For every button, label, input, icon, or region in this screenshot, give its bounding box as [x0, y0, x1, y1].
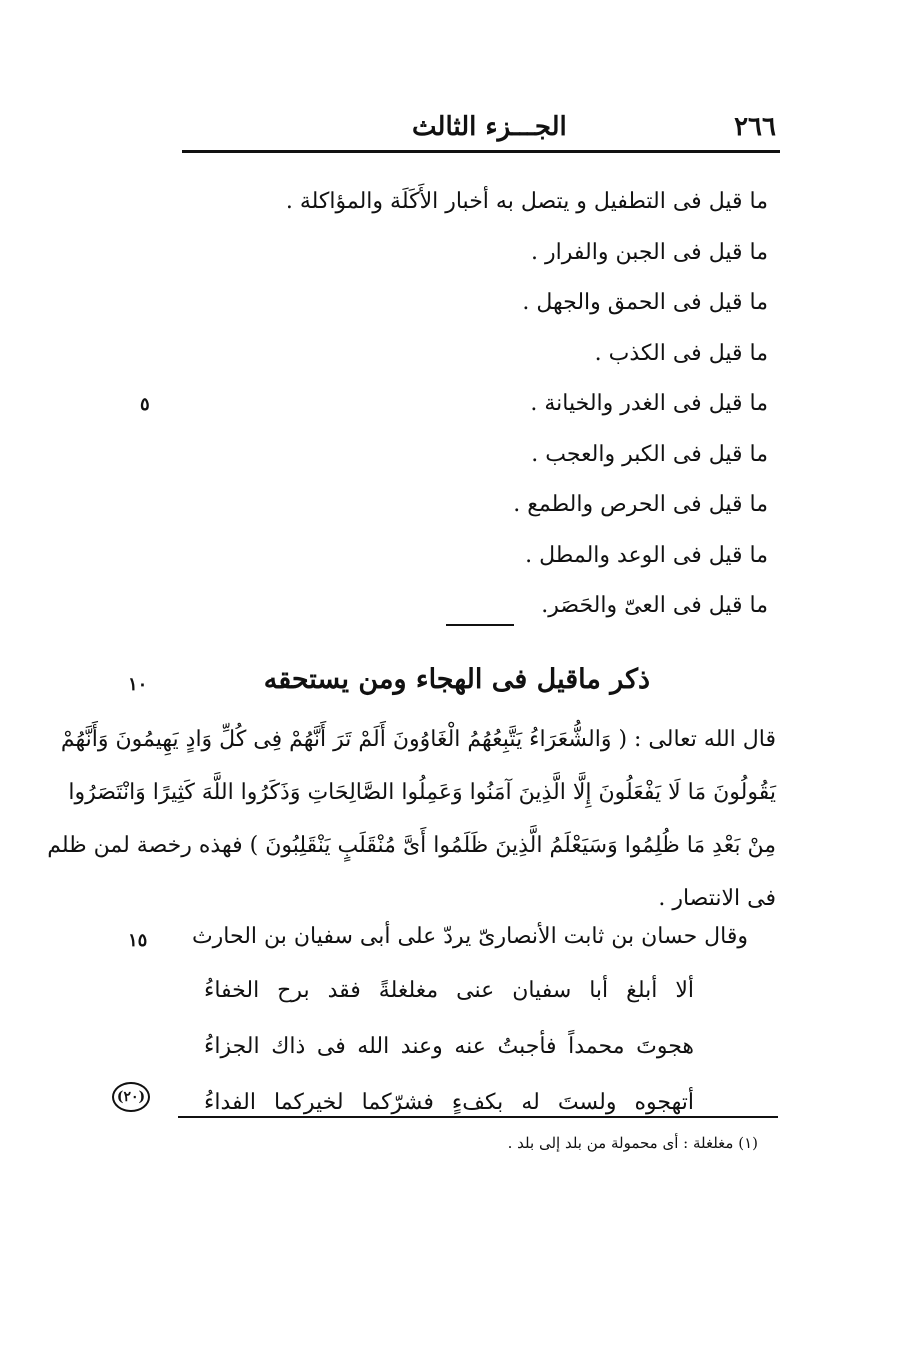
- section-divider: [446, 624, 514, 626]
- section-heading: ذكر ماقيل فى الهجاء ومن يستحقه: [263, 664, 650, 695]
- footnote: (١) مغلغلة : أى محمولة من بلد إلى بلد .: [507, 1134, 758, 1152]
- line-number-5: ٥: [140, 394, 150, 415]
- verse-line: أتهجوه ولستَ له بكفءٍ فشرّكما لخيركما الفداءُ: [204, 1090, 694, 1115]
- topic-item: ما قيل فى الكبر والعجب .: [531, 441, 768, 467]
- paragraph-line: فى الانتصار .: [658, 886, 776, 911]
- page-number: ٢٦٦: [734, 112, 776, 142]
- topic-item: ما قيل فى التطفيل و يتصل به أخبار الأَكَلَة والمؤاكلة .: [285, 189, 768, 214]
- topic-item: ما قيل فى الحرص والطمع .: [513, 492, 768, 517]
- paragraph-line: قال الله تعالى : ( وَالشُّعَرَاءُ يَتَّبِعُهُمُ الْغَاوُونَ أَلَمْ تَرَ أَنَّهُمْ فِى كُلِّ وَادٍ يَهِيمُونَ وَأَنَّهُمْ: [60, 727, 776, 752]
- verse-line: هجوتَ محمداً فأجبتُ عنه وعند الله فى ذاك الجزاءُ: [204, 1034, 694, 1059]
- poem-intro: وقال حسان بن ثابت الأنصارىّ يردّ على أبى سفيان بن الحارث: [191, 924, 748, 949]
- line-number-15: ١٥: [128, 930, 148, 951]
- paragraph-line: يَقُولُونَ مَا لَا يَفْعَلُونَ إِلَّا الَّذِينَ آمَنُوا وَعَمِلُوا الصَّالِحَاتِ وَذَكَرُوا اللَّهَ كَثِيرًا وَانْتَصَرُوا: [68, 780, 776, 805]
- header-rule: [182, 150, 780, 153]
- line-number-10: ١٠: [128, 674, 148, 695]
- part-title: الجـــزء الثالث: [412, 112, 567, 142]
- footnote-rule: [178, 1116, 778, 1118]
- topic-item: ما قيل فى الحمق والجهل .: [522, 290, 768, 315]
- topic-item: ما قيل فى الغدر والخيانة .: [530, 391, 768, 416]
- topic-list: [208, 180, 768, 635]
- topic-item: ما قيل فى الجبن والفرار .: [531, 239, 768, 265]
- topic-item: ما قيل فى الوعد والمطل .: [525, 542, 768, 568]
- verse-line: ألا أبلغ أبا سفيان عنى مغلغلةً فقد برح الخفاءُ: [204, 978, 694, 1003]
- signature-mark: (٢٠): [112, 1082, 150, 1112]
- quran-paragraph: [47, 716, 776, 928]
- topic-item: ما قيل فى العىّ والحَصَر.: [541, 593, 768, 618]
- poem-verses: [204, 966, 694, 1134]
- paragraph-line: مِنْ بَعْدِ مَا ظُلِمُوا وَسَيَعْلَمُ الَّذِينَ ظَلَمُوا أَىَّ مُنْقَلَبٍ يَنْقَلِبُونَ ) فهذه رخصة لمن ظلم: [47, 833, 776, 858]
- topic-item: ما قيل فى الكذب .: [594, 340, 768, 366]
